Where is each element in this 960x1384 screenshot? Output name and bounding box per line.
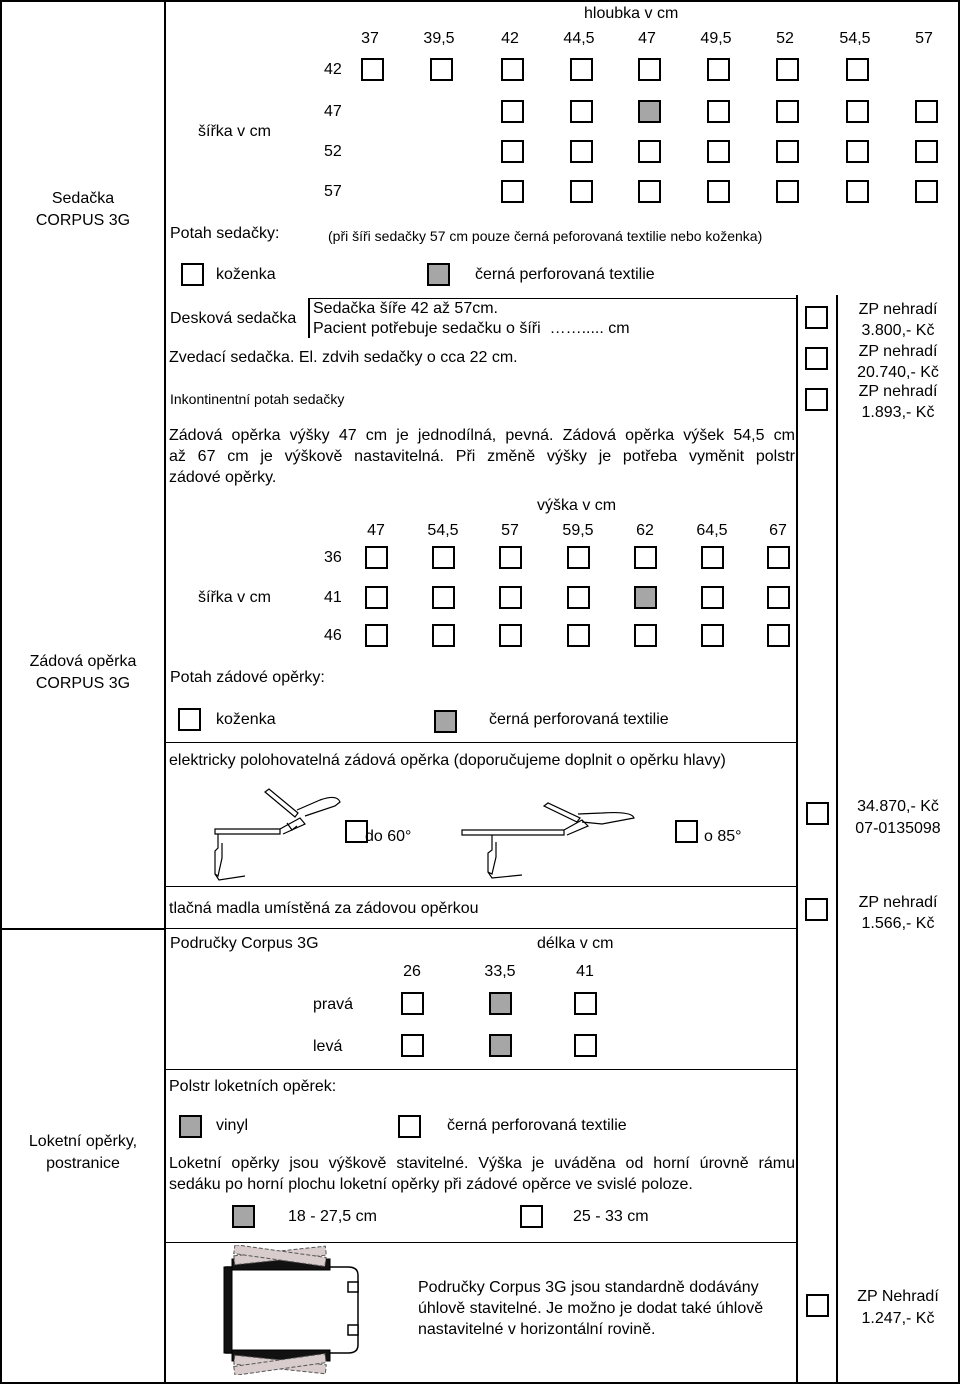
checkbox-column-divider <box>796 295 798 1382</box>
electric-backrest-label: elektricky polohovatelná zádová opěrka (doporučujeme doplnit o opěrku hlavy) <box>169 752 726 769</box>
seat-size-checkbox[interactable] <box>915 180 938 203</box>
armrest-title-line2: postranice <box>46 1155 120 1172</box>
seat-size-checkbox[interactable] <box>501 140 524 163</box>
armrest-length-checkbox[interactable] <box>401 992 424 1015</box>
armrest-angular-divider <box>166 1242 796 1243</box>
backrest-size-checkbox[interactable] <box>634 586 657 609</box>
push-handles-price <box>838 892 958 934</box>
backrest-desc-line1: Zádová opěrka výšky 47 cm je jednodílná, pevná. Zádová opěrka výšek 54,5 cm <box>169 427 795 444</box>
backrest-size-checkbox[interactable] <box>767 624 790 647</box>
backrest-height-label: výška v cm <box>537 497 617 514</box>
backrest-size-checkbox[interactable] <box>499 546 522 569</box>
backrest-height-header: 47 <box>367 522 385 539</box>
armrest-height-description <box>169 1153 795 1195</box>
seat-title-line1: Sedačka <box>51 190 115 207</box>
seat-depth-header: 47 <box>638 30 656 47</box>
electric-price-value: 34.870,- Kč <box>857 798 939 815</box>
armrest-side-label: levá <box>313 1038 343 1055</box>
armrest-pad-label: Polstr loketních opěrek: <box>169 1078 337 1095</box>
backrest-height-header: 64,5 <box>696 522 728 539</box>
armrest-length-header: 41 <box>576 963 594 980</box>
seat-cover-note: (při šíři sedačky 57 cm pouze černá peforovaná textilie nebo koženka) <box>328 228 763 244</box>
armrest-length-checkbox[interactable] <box>574 1034 597 1057</box>
push-handles-checkbox[interactable] <box>805 898 828 921</box>
armrest-length-checkbox[interactable] <box>489 1034 512 1057</box>
seat-width-label: šířka v cm <box>198 123 271 140</box>
armrest-height-25-label: 25 - 33 cm <box>573 1208 649 1225</box>
seat-size-checkbox[interactable] <box>707 140 730 163</box>
backrest-size-checkbox[interactable] <box>499 624 522 647</box>
seat-size-checkbox[interactable] <box>430 58 453 81</box>
board-seat-price-value: 3.800,- Kč <box>861 322 935 339</box>
seat-size-checkbox[interactable] <box>501 58 524 81</box>
board-seat-box-top <box>308 298 796 299</box>
electric-backrest-price <box>838 796 958 840</box>
armrest-angular-price <box>838 1286 958 1330</box>
armrest-length-header: 33,5 <box>484 963 516 980</box>
lift-seat-price-value: 20.740,- Kč <box>857 364 939 381</box>
seat-size-checkbox[interactable] <box>361 58 384 81</box>
seat-size-checkbox[interactable] <box>570 100 593 123</box>
backrest-size-checkbox[interactable] <box>365 624 388 647</box>
lift-seat-price-note: ZP nehradí <box>858 343 938 360</box>
backrest-title-line1: Zádová opěrka <box>29 653 137 670</box>
seat-depth-header: 44,5 <box>563 30 595 47</box>
table-border-top <box>0 0 960 2</box>
armrest-angular-price-note: ZP Nehradí <box>857 1288 939 1305</box>
armrest-angular-price-value: 1.247,- Kč <box>861 1310 935 1327</box>
seat-size-checkbox[interactable] <box>570 180 593 203</box>
seat-depth-header: 42 <box>501 30 519 47</box>
armrest-length-checkbox[interactable] <box>489 992 512 1015</box>
board-seat-divider <box>308 298 310 338</box>
board-seat-price <box>838 299 958 341</box>
armrest-angular-desc-line1: Područky Corpus 3G jsou standardně dodávány <box>418 1279 759 1296</box>
backrest-cover-label: Potah zádové opěrky: <box>170 669 325 686</box>
seat-size-checkbox[interactable] <box>776 58 799 81</box>
handles-price-value: 1.566,- Kč <box>861 915 935 932</box>
incontinence-cover-checkbox[interactable] <box>805 388 828 411</box>
seat-width-row-label: 47 <box>324 103 342 120</box>
pad-vinyl-label: vinyl <box>216 1117 249 1134</box>
backrest-cover-leather-label: koženka <box>216 711 276 728</box>
backrest-size-checkbox[interactable] <box>499 586 522 609</box>
armrest-angular-desc-line2: úhlově stavitelné. Je možno je dodat také úhlově <box>418 1300 764 1317</box>
armrest-height-25-checkbox[interactable] <box>520 1205 543 1228</box>
seat-cover-leather-label: koženka <box>216 266 276 283</box>
backrest-height-header: 59,5 <box>562 522 594 539</box>
board-seat-desc1: Sedačka šíře 42 až 57cm. <box>313 300 498 317</box>
board-seat-label: Desková sedačka <box>170 310 297 327</box>
backrest-size-checkbox[interactable] <box>634 624 657 647</box>
seat-cover-leather-checkbox[interactable] <box>181 263 204 286</box>
section-divider <box>0 928 166 930</box>
backrest-width-row-label: 46 <box>324 627 342 644</box>
handles-top-divider <box>166 886 796 887</box>
armrest-length-header: 26 <box>403 963 421 980</box>
seat-depth-header: 54,5 <box>839 30 871 47</box>
seat-size-checkbox[interactable] <box>707 58 730 81</box>
seat-size-checkbox[interactable] <box>501 100 524 123</box>
seat-size-checkbox[interactable] <box>570 58 593 81</box>
seat-size-checkbox[interactable] <box>776 180 799 203</box>
seat-size-checkbox[interactable] <box>638 140 661 163</box>
seat-size-checkbox[interactable] <box>846 180 869 203</box>
backrest-size-checkbox[interactable] <box>567 624 590 647</box>
seat-cover-textile-label: černá perforovaná textilie <box>475 266 655 283</box>
seat-size-checkbox[interactable] <box>776 100 799 123</box>
pad-textile-checkbox[interactable] <box>398 1115 421 1138</box>
armrest-title: Područky Corpus 3G <box>170 935 319 952</box>
seat-depth-label: hloubka v cm <box>584 5 679 22</box>
seat-size-checkbox[interactable] <box>846 58 869 81</box>
seat-size-checkbox[interactable] <box>707 100 730 123</box>
seat-width-row-label: 52 <box>324 143 342 160</box>
seat-size-checkbox[interactable] <box>846 140 869 163</box>
pad-textile-label: černá perforovaná textilie <box>447 1117 627 1134</box>
backrest-size-checkbox[interactable] <box>701 546 724 569</box>
lift-seat-checkbox[interactable] <box>805 347 828 370</box>
backrest-85-checkbox[interactable] <box>675 820 698 843</box>
seat-title-line2: CORPUS 3G <box>35 212 131 229</box>
seat-size-checkbox[interactable] <box>776 140 799 163</box>
seat-depth-header: 37 <box>361 30 379 47</box>
backrest-size-checkbox[interactable] <box>365 546 388 569</box>
backrest-size-checkbox[interactable] <box>432 624 455 647</box>
seat-size-checkbox[interactable] <box>638 100 661 123</box>
armrest-pad-divider <box>166 1069 796 1070</box>
seat-width-row-label: 42 <box>324 61 342 78</box>
armrest-side-label: pravá <box>313 996 354 1013</box>
backrest-width-row-label: 41 <box>324 589 342 606</box>
seat-depth-header: 49,5 <box>700 30 732 47</box>
seat-depth-header: 39,5 <box>423 30 455 47</box>
armrest-angular-desc-line3: nastavitelné v horizontální rovině. <box>418 1321 656 1338</box>
backrest-width-row-label: 36 <box>324 549 342 566</box>
armrest-title-line1: Loketní opěrky, <box>28 1133 138 1150</box>
incontinence-price-note: ZP nehradí <box>858 383 938 400</box>
backrest-width-label: šířka v cm <box>198 589 271 606</box>
backrest-desc-line2: až 67 cm je výškově nastavitelná. Při změně výšky je potřeba vyměnit polstr <box>169 448 795 465</box>
board-seat-checkbox[interactable] <box>805 306 828 329</box>
seat-size-checkbox[interactable] <box>638 58 661 81</box>
backrest-size-checkbox[interactable] <box>701 624 724 647</box>
armrest-length-label: délka v cm <box>537 935 614 952</box>
electric-price-code: 07-0135098 <box>855 820 941 837</box>
seat-depth-header: 52 <box>776 30 794 47</box>
backrest-title-line2: CORPUS 3G <box>35 675 131 692</box>
seat-cover-label: Potah sedačky: <box>170 225 280 242</box>
incontinence-cover-price <box>838 381 958 423</box>
seat-cover-textile-checkbox[interactable] <box>427 263 450 286</box>
backrest-cover-leather-checkbox[interactable] <box>178 708 201 731</box>
seat-size-checkbox[interactable] <box>915 100 938 123</box>
seat-size-checkbox[interactable] <box>638 180 661 203</box>
backrest-85-label: o 85° <box>704 828 742 845</box>
seat-size-checkbox[interactable] <box>570 140 593 163</box>
lift-seat-price <box>838 341 958 383</box>
board-seat-price-note: ZP nehradí <box>858 301 938 318</box>
backrest-description <box>169 425 795 488</box>
backrest-size-checkbox[interactable] <box>767 586 790 609</box>
backrest-height-header: 67 <box>769 522 787 539</box>
armrest-topview-diagram-icon <box>210 1245 370 1375</box>
seat-section-title <box>0 188 166 232</box>
backrest-size-checkbox[interactable] <box>567 546 590 569</box>
seat-width-row-label: 57 <box>324 183 342 200</box>
lift-seat-label: Zvedací sedačka. El. zdvih sedačky o cca 22 cm. <box>169 349 518 366</box>
electric-top-divider <box>166 742 796 743</box>
board-seat-desc2: Pacient potřebuje sedačku o šíři ……..... cm <box>313 320 630 337</box>
incontinence-cover-label: Inkontinentní potah sedačky <box>170 391 345 407</box>
backrest-height-header: 62 <box>636 522 654 539</box>
backrest-size-checkbox[interactable] <box>432 586 455 609</box>
seat-size-checkbox[interactable] <box>707 180 730 203</box>
backrest-size-checkbox[interactable] <box>432 546 455 569</box>
armrest-length-checkbox[interactable] <box>574 992 597 1015</box>
seat-size-checkbox[interactable] <box>846 100 869 123</box>
incontinence-price-value: 1.893,- Kč <box>861 404 935 421</box>
armrest-height-desc-line1: Loketní opěrky jsou výškově stavitelné. Výška je uváděna od horní úrovně rámu <box>169 1155 795 1172</box>
armrest-angular-description <box>418 1277 763 1340</box>
backrest-size-checkbox[interactable] <box>767 546 790 569</box>
backrest-cover-textile-checkbox[interactable] <box>434 710 457 733</box>
backrest-size-checkbox[interactable] <box>567 586 590 609</box>
backrest-cover-textile-label: černá perforovaná textilie <box>489 711 669 728</box>
armrest-length-checkbox[interactable] <box>401 1034 424 1057</box>
backrest-60-label: do 60° <box>365 828 412 845</box>
pad-vinyl-checkbox[interactable] <box>179 1115 202 1138</box>
backrest-section-title <box>0 651 166 695</box>
backrest-size-checkbox[interactable] <box>634 546 657 569</box>
push-handles-label: tlačná madla umístěná za zádovou opěrkou <box>169 900 479 917</box>
backrest-height-header: 57 <box>501 522 519 539</box>
backrest-85-diagram-icon <box>452 800 637 882</box>
armrest-height-18-checkbox[interactable] <box>232 1205 255 1228</box>
backrest-60-diagram-icon <box>205 788 345 888</box>
armrest-angular-checkbox[interactable] <box>806 1294 829 1317</box>
seat-size-checkbox[interactable] <box>501 180 524 203</box>
armrest-section-title <box>0 1131 166 1175</box>
handles-price-note: ZP nehradí <box>858 894 938 911</box>
armrest-top-divider <box>166 928 796 929</box>
electric-backrest-checkbox[interactable] <box>806 802 829 825</box>
backrest-size-checkbox[interactable] <box>701 586 724 609</box>
seat-depth-header: 57 <box>915 30 933 47</box>
backrest-size-checkbox[interactable] <box>365 586 388 609</box>
armrest-height-desc-line2: sedáku po horní plochu loketní opěrky při zádové opěrce ve svislé poloze. <box>169 1176 693 1193</box>
armrest-height-18-label: 18 - 27,5 cm <box>288 1208 377 1225</box>
backrest-desc-line3: zádové opěrky. <box>169 469 277 486</box>
backrest-height-header: 54,5 <box>427 522 459 539</box>
seat-size-checkbox[interactable] <box>915 140 938 163</box>
